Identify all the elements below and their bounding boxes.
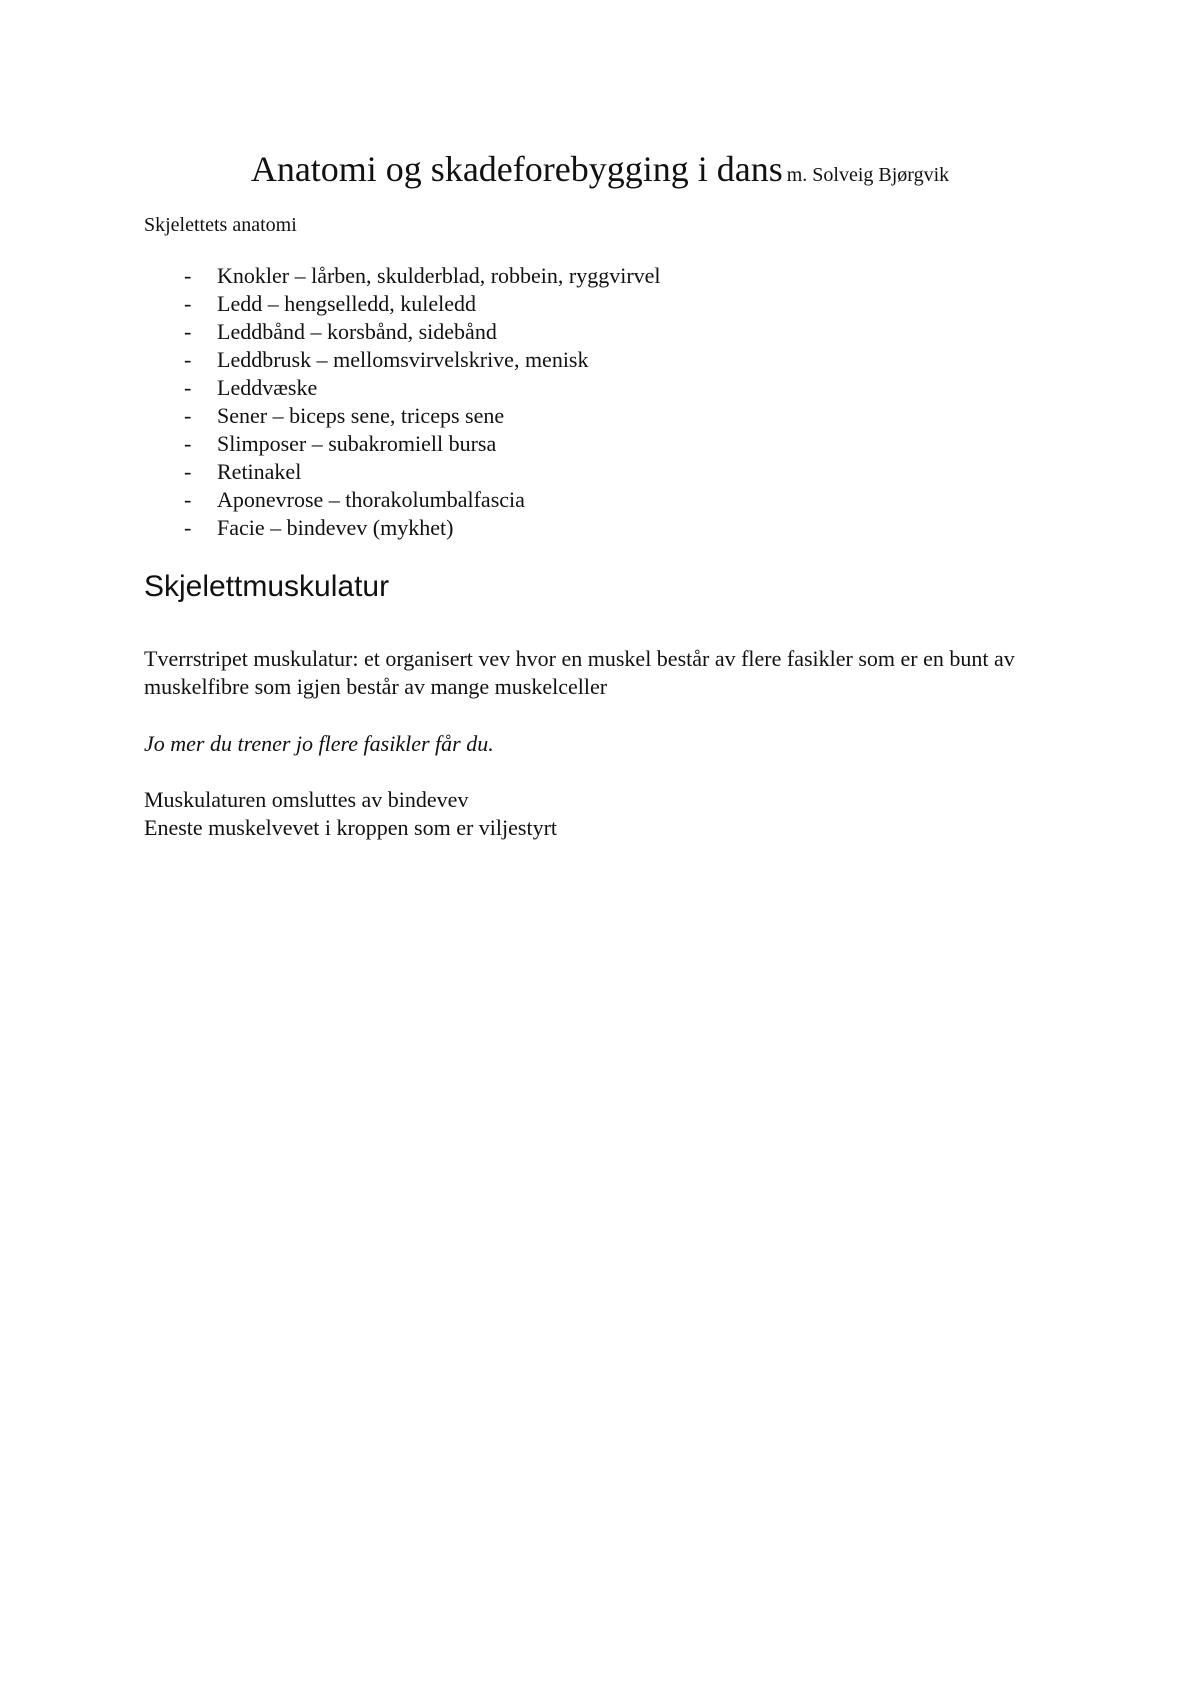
list-item	[144, 318, 661, 346]
bullet-dash: -	[184, 403, 192, 428]
muscle-paragraph: Tverrstripet muskulatur: et organisert vev hvor en muskel består av flere fasikler som er en bunt av muskelfibre som igjen består av mange muskelceller	[144, 646, 1015, 699]
muscle-fact-line: Eneste muskelvevet i kroppen som er viljestyrt	[144, 815, 558, 840]
bullet-dash: -	[184, 263, 192, 288]
list-item	[144, 402, 661, 430]
list-item	[144, 486, 661, 514]
muscle-fact-line: Muskulaturen omsluttes av bindevev	[144, 787, 469, 812]
bullet-dash: -	[184, 347, 192, 372]
muscle-facts	[144, 786, 1044, 842]
bullet-dash: -	[184, 515, 192, 540]
title-author: m. Solveig Bjørgvik	[786, 164, 950, 186]
bullet-dash: -	[184, 319, 192, 344]
list-item-text: Knokler – lårben, skulderblad, robbein, ryggvirvel	[217, 263, 661, 288]
list-item	[144, 430, 661, 458]
bullet-dash: -	[184, 375, 192, 400]
list-item-text: Ledd – hengselledd, kuleledd	[217, 291, 477, 316]
bullet-dash: -	[184, 487, 192, 512]
skeletal-muscles-heading: Skjelettmuskulatur	[144, 570, 390, 603]
list-item	[144, 290, 661, 318]
list-item	[144, 262, 661, 290]
document-title	[0, 148, 1200, 190]
list-item-text: Sener – biceps sene, triceps sene	[217, 403, 505, 428]
list-item-text: Slimposer – subakromiell bursa	[217, 431, 497, 456]
list-item-text: Retinakel	[217, 459, 302, 484]
list-item	[144, 458, 661, 486]
list-item-text: Facie – bindevev (mykhet)	[217, 515, 454, 540]
skeleton-anatomy-list	[144, 262, 661, 542]
title-main: Anatomi og skadeforebygging i dans	[250, 149, 783, 189]
list-item	[144, 514, 661, 542]
skeleton-anatomy-heading: Skjelettets anatomi	[144, 214, 297, 236]
list-item-text: Leddbrusk – mellomsvirvelskrive, menisk	[217, 347, 589, 372]
list-item-text: Leddbånd – korsbånd, sidebånd	[217, 319, 497, 344]
bullet-dash: -	[184, 459, 192, 484]
list-item	[144, 346, 661, 374]
list-item-text: Aponevrose – thorakolumbalfascia	[217, 487, 525, 512]
muscle-italic-note: Jo mer du trener jo flere fasikler får du.	[144, 731, 494, 756]
list-item	[144, 374, 661, 402]
bullet-dash: -	[184, 291, 192, 316]
list-item-text: Leddvæske	[217, 375, 318, 400]
bullet-dash: -	[184, 431, 192, 456]
